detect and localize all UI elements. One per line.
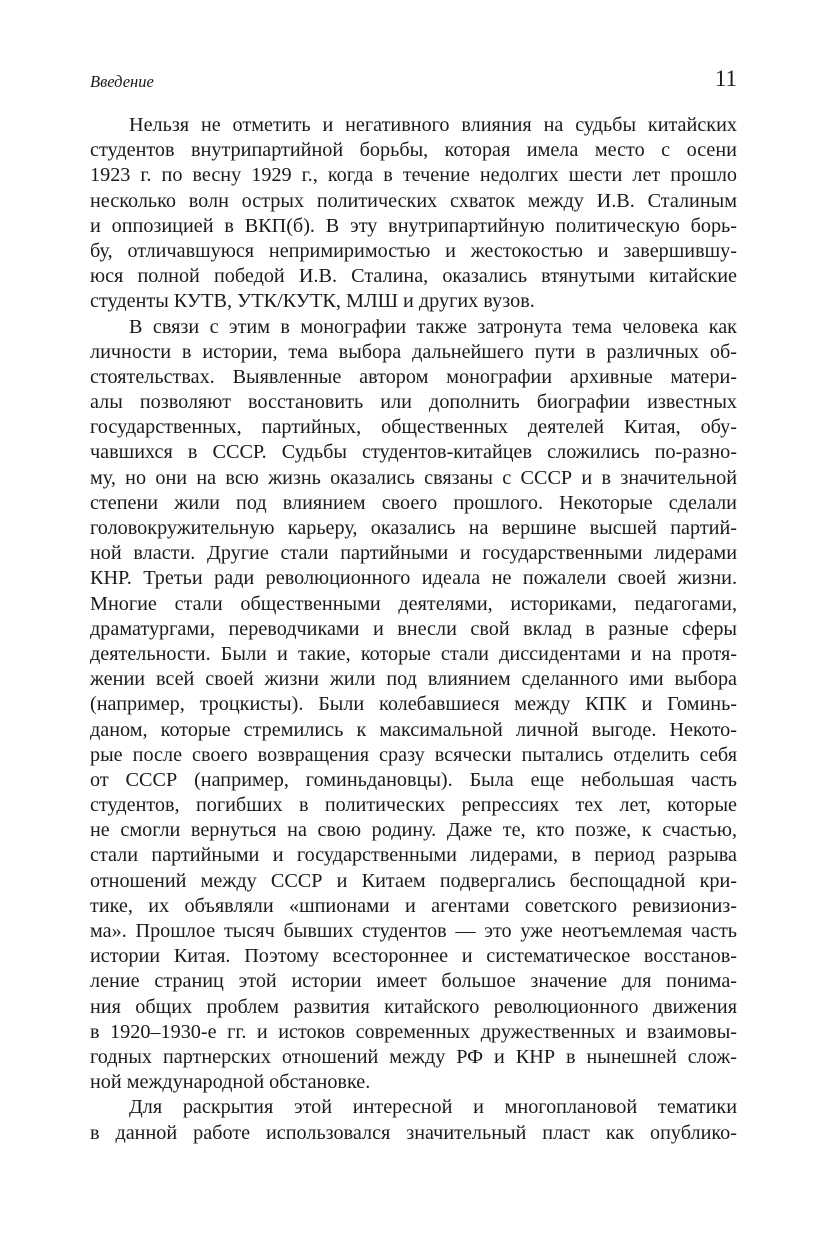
text-line: стали партийными и государственными лидерами, в период разрыва — [90, 844, 737, 867]
text-line: деятельности. Были и такие, которые стали диссидентами и на протя- — [90, 642, 737, 665]
text-line: Для раскрытия этой интересной и многоплановой тематики — [129, 1096, 737, 1119]
text-line: ной власти. Другие стали партийными и государственными лидерами — [90, 542, 737, 565]
text-line: рые после своего возвращения сразу всячески пытались отделить себя — [90, 743, 737, 766]
text-line: жении всей своей жизни жили под влиянием сделанного ими выбора — [90, 668, 737, 691]
text-line: студентов внутрипартийной борьбы, которая имела место с осени — [90, 139, 737, 162]
text-line: студентов, погибших в политических репрессиях тех лет, которые — [90, 794, 737, 817]
text-line: не смогли вернуться на свою родину. Даже те, кто позже, к счастью, — [90, 819, 737, 842]
text-line: юся полной победой И.В. Сталина, оказались втянутыми китайские — [90, 265, 737, 288]
text-line: му, но они на всю жизнь оказались связаны с СССР и в значительной — [90, 466, 737, 489]
text-line: ной международной обстановке. — [90, 1071, 371, 1094]
text-line: от СССР (например, гоминьдановцы). Была еще небольшая часть — [90, 768, 737, 791]
text-line: в данной работе использовался значительный пласт как опублико- — [90, 1121, 737, 1144]
section-title: Введение — [90, 72, 154, 91]
paragraph — [90, 113, 737, 315]
text-line: в 1920–1930-е гг. и истоков современных дружественных и взаимовы- — [90, 1020, 737, 1043]
text-line: головокружительную карьеру, оказались на вершине высшей партий- — [90, 517, 737, 539]
text-line: даном, которые стремились к максимальной личной выгоде. Некото- — [90, 718, 737, 741]
text-line: бу, отличавшуюся непримиримостью и жестокостью и завершившу- — [90, 239, 737, 262]
text-line: ма». Прошлое тысяч бывших студентов — это уже неотъемлемая часть — [90, 920, 737, 942]
text-line: степени жили под влиянием своего прошлого. Некоторые сделали — [90, 491, 737, 514]
text-line: тике, их объявляли «шпионами и агентами советского ревизиониз- — [90, 894, 737, 917]
paragraph — [90, 315, 737, 1096]
text-line: 1923 г. по весну 1929 г., когда в течение недолгих шести лет прошло — [90, 164, 737, 187]
text-line: годных партнерских отношений между РФ и КНР в нынешней слож- — [90, 1045, 737, 1068]
paragraph — [90, 1095, 737, 1145]
text-line: студенты КУТВ, УТК/КУТК, МЛШ и других вузов. — [90, 290, 535, 313]
text-line: государственных, партийных, общественных деятелей Китая, обу- — [90, 416, 737, 439]
text-line: стоятельствах. Выявленные автором монографии архивные матери- — [90, 365, 737, 388]
text-line: и оппозицией в ВКП(б). В эту внутрипартийную политическую борь- — [90, 214, 737, 237]
text-line: Многие стали общественными деятелями, историками, педагогами, — [90, 592, 737, 615]
text-line: КНР. Третьи ради революционного идеала не пожалели своей жизни. — [90, 567, 737, 590]
text-line: ление страниц этой истории имеет большое значение для понима- — [90, 970, 737, 993]
text-line: (например, троцкисты). Были колебавшиеся между КПК и Гоминь- — [90, 693, 737, 716]
text-line: алы позволяют восстановить или дополнить биографии известных — [90, 391, 737, 414]
text-line: драматургами, переводчиками и внесли свой вклад в разные сферы — [90, 617, 737, 640]
text-line: личности в истории, тема выбора дальнейшего пути в различных об- — [90, 340, 737, 363]
text-line: В связи с этим в монографии также затронута тема человека как — [129, 315, 737, 338]
running-header — [90, 66, 737, 96]
text-line: Нельзя не отметить и негативного влияния на судьбы китайских — [129, 114, 737, 136]
body-text — [90, 113, 737, 1146]
text-line: ния общих проблем развития китайского революционного движения — [90, 995, 737, 1018]
text-line: отношений между СССР и Китаем подвергались беспощадной кри- — [90, 869, 737, 892]
text-line: чавшихся в СССР. Судьбы студентов-китайцев сложились по-разно- — [90, 441, 737, 464]
page-number: 11 — [714, 66, 737, 91]
text-line: истории Китая. Поэтому всестороннее и систематическое восстанов- — [90, 945, 737, 968]
text-line: несколько волн острых политических схваток между И.В. Сталиным — [90, 189, 737, 212]
